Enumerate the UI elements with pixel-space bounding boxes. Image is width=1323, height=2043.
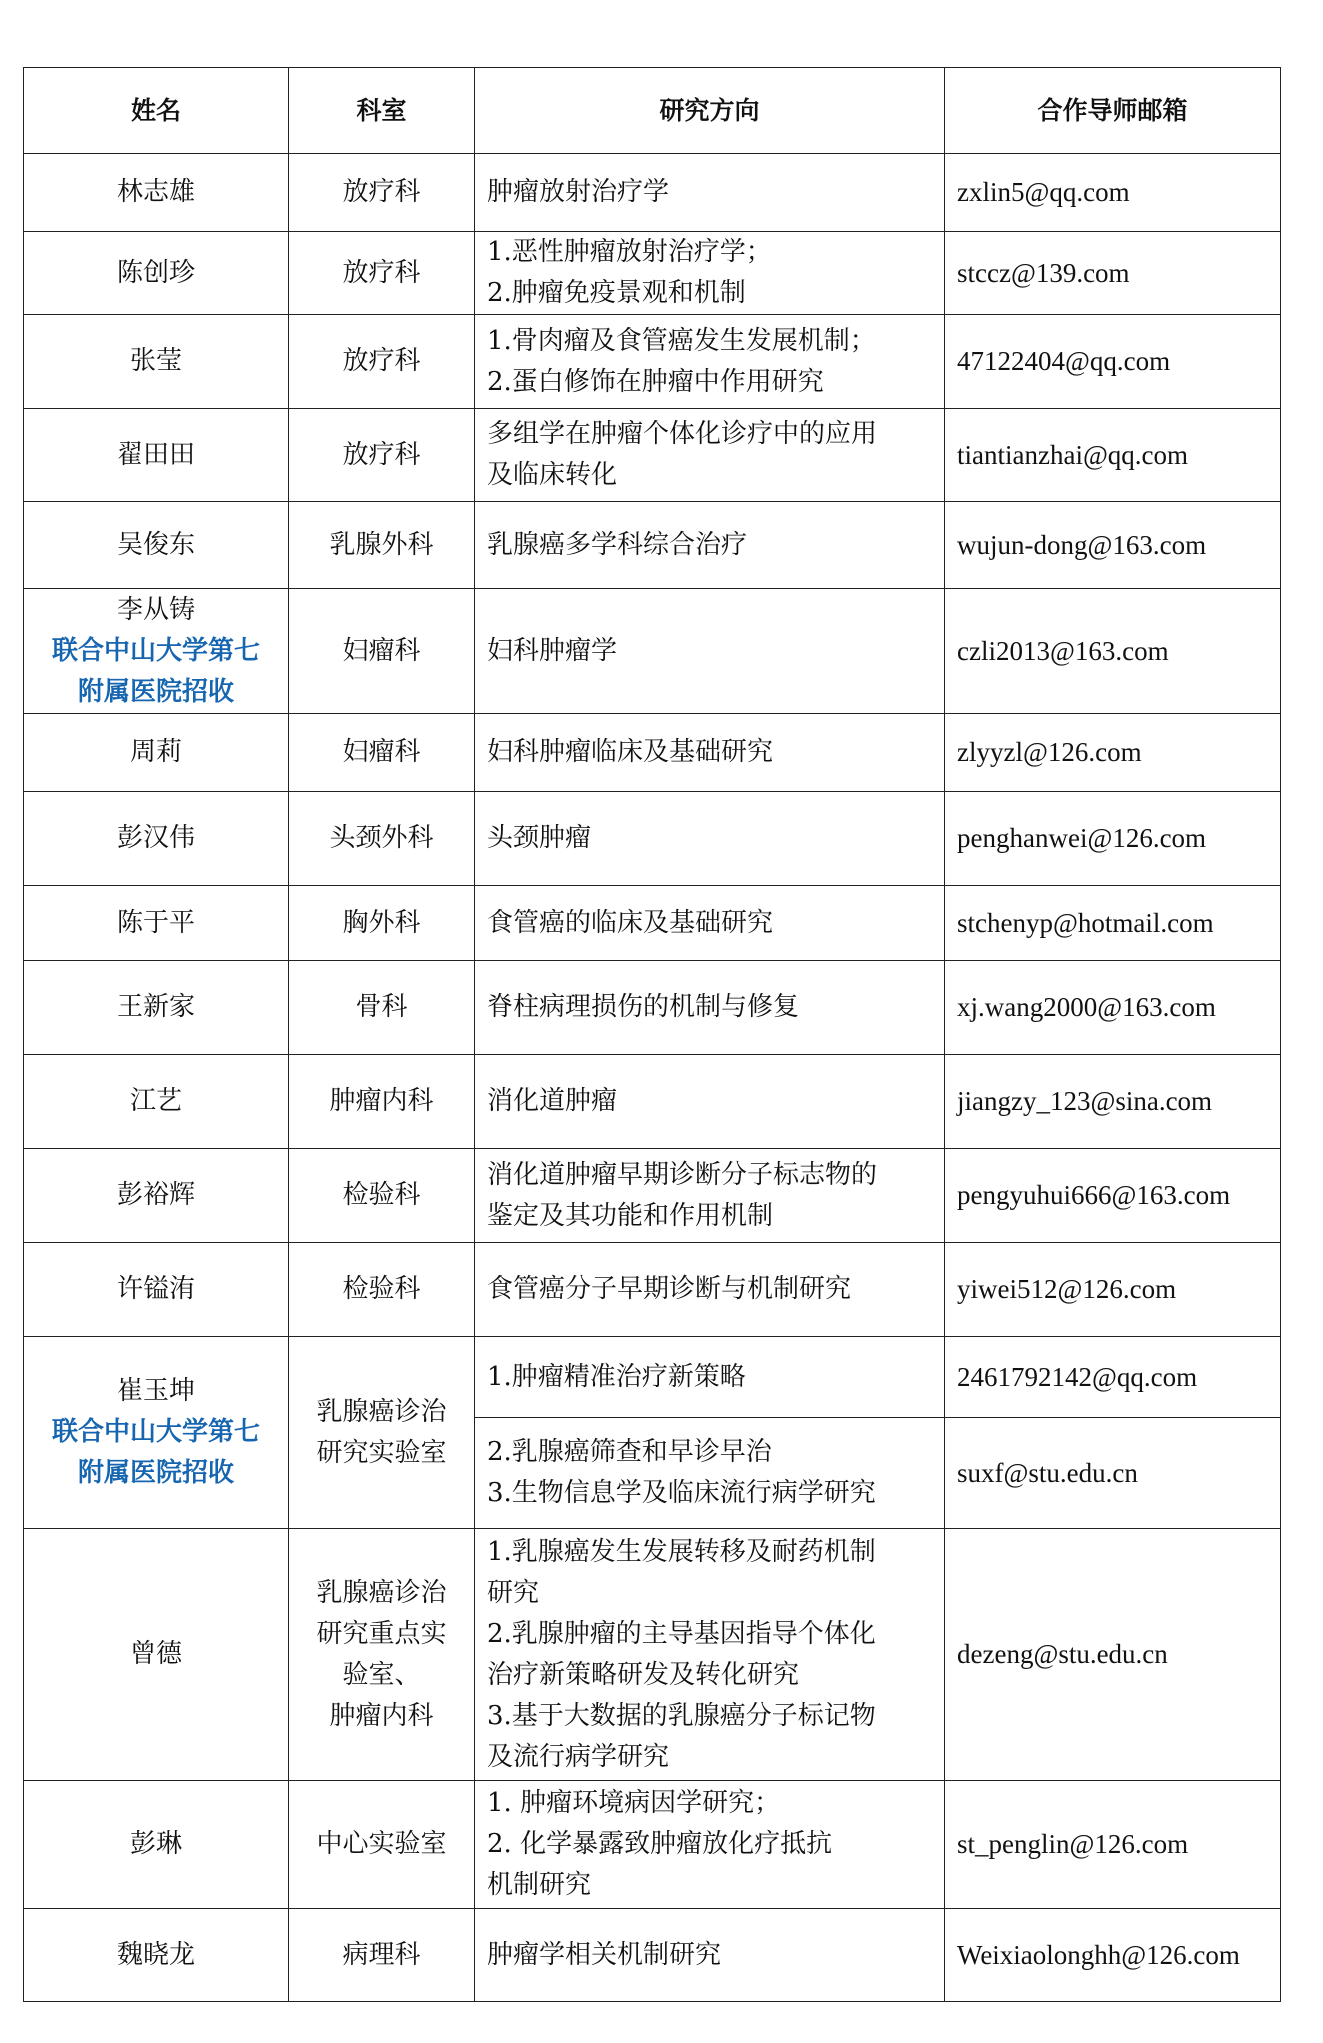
research-cell	[475, 1337, 945, 1418]
dept-line: 放疗科	[342, 257, 421, 288]
research-line: 2.蛋白修饰在肿瘤中作用研究	[487, 366, 824, 397]
research-cell	[475, 886, 945, 961]
table-row	[24, 886, 1281, 961]
research-line: 消化道肿瘤	[487, 1086, 618, 1116]
email-cell: pengyuhui666@163.com	[945, 1149, 1281, 1243]
research-cell	[475, 1781, 945, 1909]
email-cell: stccz@139.com	[945, 232, 1281, 315]
research-line: 研究	[487, 1577, 540, 1608]
research-cell	[475, 589, 945, 714]
email-cell: wujun-dong@163.com	[945, 502, 1281, 589]
dept-line: 乳腺外科	[329, 529, 434, 560]
name-cell: 曾德	[24, 1529, 289, 1781]
email-cell: tiantianzhai@qq.com	[945, 409, 1281, 502]
email-cell: Weixiaolonghh@126.com	[945, 1909, 1281, 2002]
name-cell: 吴俊东	[24, 502, 289, 589]
mentor-table	[23, 67, 1281, 2002]
dept-cell	[289, 1529, 475, 1781]
research-cell	[475, 409, 945, 502]
research-cell	[475, 1418, 945, 1529]
name-cell: 彭琳	[24, 1781, 289, 1909]
research-cell	[475, 792, 945, 886]
name-cell: 彭汉伟	[24, 792, 289, 886]
email-cell: suxf@stu.edu.cn	[945, 1418, 1281, 1529]
research-cell	[475, 232, 945, 315]
table-row	[24, 502, 1281, 589]
table-row	[24, 1909, 1281, 2002]
table-row	[24, 1337, 1281, 1418]
research-line: 及临床转化	[487, 460, 618, 490]
name-cell: 魏晓龙	[24, 1909, 289, 2002]
dept-cell	[289, 714, 475, 792]
dept-line: 病理科	[342, 1939, 421, 1970]
dept-line: 检验科	[342, 1274, 421, 1304]
research-line: 2.肿瘤免疫景观和机制	[487, 278, 746, 308]
name-cell: 陈于平	[24, 886, 289, 961]
table-row	[24, 409, 1281, 502]
table-row	[24, 1055, 1281, 1149]
dept-line: 检验科	[342, 1180, 421, 1210]
email-cell: penghanwei@126.com	[945, 792, 1281, 886]
research-cell	[475, 714, 945, 792]
name-cell	[24, 589, 289, 714]
research-line: 1.恶性肿瘤放射治疗学；	[487, 237, 772, 267]
name-cell: 王新家	[24, 961, 289, 1055]
dept-cell	[289, 232, 475, 315]
table-row	[24, 315, 1281, 409]
dept-cell	[289, 1055, 475, 1149]
research-line: 肿瘤放射治疗学	[487, 177, 670, 207]
header-row	[24, 68, 1281, 154]
dept-line: 放疗科	[342, 177, 421, 207]
research-line: 妇科肿瘤临床及基础研究	[487, 737, 774, 767]
name-cell: 彭裕辉	[24, 1149, 289, 1243]
dept-cell	[289, 961, 475, 1055]
dept-line: 肿瘤内科	[329, 1086, 434, 1116]
dept-cell	[289, 792, 475, 886]
dept-cell	[289, 502, 475, 589]
name-cell: 林志雄	[24, 154, 289, 232]
dept-cell	[289, 154, 475, 232]
research-cell	[475, 961, 945, 1055]
email-cell: zxlin5@qq.com	[945, 154, 1281, 232]
dept-cell	[289, 315, 475, 409]
research-line: 2.乳腺癌筛查和早诊早治	[487, 1437, 772, 1467]
table-row	[24, 961, 1281, 1055]
email-cell: yiwei512@126.com	[945, 1243, 1281, 1337]
dept-line: 妇瘤科	[342, 737, 421, 767]
dept-cell	[289, 409, 475, 502]
email-cell: dezeng@stu.edu.cn	[945, 1529, 1281, 1781]
header-name: 姓名	[24, 68, 289, 154]
dept-line: 肿瘤内科	[329, 1700, 434, 1731]
name-cell	[24, 1337, 289, 1529]
table-row	[24, 714, 1281, 792]
table-row	[24, 589, 1281, 714]
dept-line: 研究实验室	[316, 1437, 447, 1468]
research-cell	[475, 1055, 945, 1149]
email-cell: stchenyp@hotmail.com	[945, 886, 1281, 961]
research-line: 妇科肿瘤学	[487, 635, 618, 666]
dept-cell	[289, 1337, 475, 1529]
research-line: 食管癌的临床及基础研究	[487, 907, 774, 938]
research-cell	[475, 502, 945, 589]
name-cell: 江艺	[24, 1055, 289, 1149]
joint-enrollment-note: 联合中山大学第七	[51, 635, 260, 666]
dept-line: 乳腺癌诊治	[316, 1396, 447, 1427]
dept-line: 头颈外科	[329, 823, 434, 853]
table-row	[24, 154, 1281, 232]
dept-line: 中心实验室	[316, 1829, 447, 1859]
dept-line: 乳腺癌诊治	[316, 1577, 447, 1608]
research-line: 1.肿瘤精准治疗新策略	[487, 1361, 746, 1392]
research-line: 头颈肿瘤	[487, 823, 592, 853]
table-row	[24, 1149, 1281, 1243]
research-line: 2. 化学暴露致肿瘤放化疗抵抗	[487, 1829, 833, 1859]
dept-line: 验室、	[342, 1659, 421, 1690]
name-cell: 陈创珍	[24, 232, 289, 315]
research-line: 1.骨肉瘤及食管癌发生发展机制；	[487, 325, 876, 356]
dept-line: 骨科	[355, 992, 408, 1022]
email-cell: czli2013@163.com	[945, 589, 1281, 714]
header-dept: 科室	[289, 68, 475, 154]
research-cell	[475, 1529, 945, 1781]
joint-enrollment-note: 附属医院招收	[77, 676, 234, 707]
email-cell: st_penglin@126.com	[945, 1781, 1281, 1909]
research-line: 机制研究	[487, 1870, 592, 1900]
research-cell	[475, 315, 945, 409]
email-cell: 47122404@qq.com	[945, 315, 1281, 409]
research-line: 脊柱病理损伤的机制与修复	[487, 992, 800, 1022]
research-line: 肿瘤学相关机制研究	[487, 1939, 722, 1970]
research-line: 鉴定及其功能和作用机制	[487, 1200, 774, 1231]
email-cell: jiangzy_123@sina.com	[945, 1055, 1281, 1149]
research-cell	[475, 1909, 945, 2002]
research-line: 及流行病学研究	[487, 1741, 670, 1772]
name-cell: 翟田田	[24, 409, 289, 502]
table-row	[24, 792, 1281, 886]
joint-enrollment-note: 附属医院招收	[77, 1458, 234, 1488]
table-row	[24, 1243, 1281, 1337]
dept-line: 研究重点实	[316, 1618, 447, 1649]
joint-enrollment-note: 联合中山大学第七	[51, 1417, 260, 1447]
dept-line: 胸外科	[342, 907, 421, 938]
research-line: 乳腺癌多学科综合治疗	[487, 529, 748, 560]
table-row	[24, 1529, 1281, 1781]
name-cell: 周莉	[24, 714, 289, 792]
name-text: 李从铸	[116, 594, 195, 625]
dept-cell	[289, 1781, 475, 1909]
dept-cell	[289, 1243, 475, 1337]
header-email: 合作导师邮箱	[945, 68, 1281, 154]
email-cell: xj.wang2000@163.com	[945, 961, 1281, 1055]
research-line: 1.乳腺癌发生发展转移及耐药机制	[487, 1536, 876, 1567]
table-row	[24, 232, 1281, 315]
table-row	[24, 1781, 1281, 1909]
dept-line: 妇瘤科	[342, 635, 421, 666]
research-line: 3.生物信息学及临床流行病学研究	[487, 1478, 876, 1508]
dept-line: 放疗科	[342, 346, 421, 376]
name-cell: 许镒洧	[24, 1243, 289, 1337]
dept-cell	[289, 1149, 475, 1243]
header-research: 研究方向	[475, 68, 945, 154]
research-line: 3.基于大数据的乳腺癌分子标记物	[487, 1700, 876, 1731]
research-line: 多组学在肿瘤个体化诊疗中的应用	[487, 419, 878, 449]
dept-line: 放疗科	[342, 439, 421, 470]
research-line: 治疗新策略研发及转化研究	[487, 1659, 800, 1690]
email-cell: 2461792142@qq.com	[945, 1337, 1281, 1418]
email-cell: zlyyzl@126.com	[945, 714, 1281, 792]
research-cell	[475, 154, 945, 232]
dept-cell	[289, 886, 475, 961]
name-text: 崔玉坤	[116, 1376, 195, 1406]
research-line: 1. 肿瘤环境病因学研究；	[487, 1788, 781, 1818]
research-line: 消化道肿瘤早期诊断分子标志物的	[487, 1159, 878, 1190]
dept-cell	[289, 589, 475, 714]
research-line: 2.乳腺肿瘤的主导基因指导个体化	[487, 1618, 876, 1649]
research-cell	[475, 1149, 945, 1243]
name-cell: 张莹	[24, 315, 289, 409]
research-cell	[475, 1243, 945, 1337]
research-line: 食管癌分子早期诊断与机制研究	[487, 1274, 852, 1304]
dept-cell	[289, 1909, 475, 2002]
